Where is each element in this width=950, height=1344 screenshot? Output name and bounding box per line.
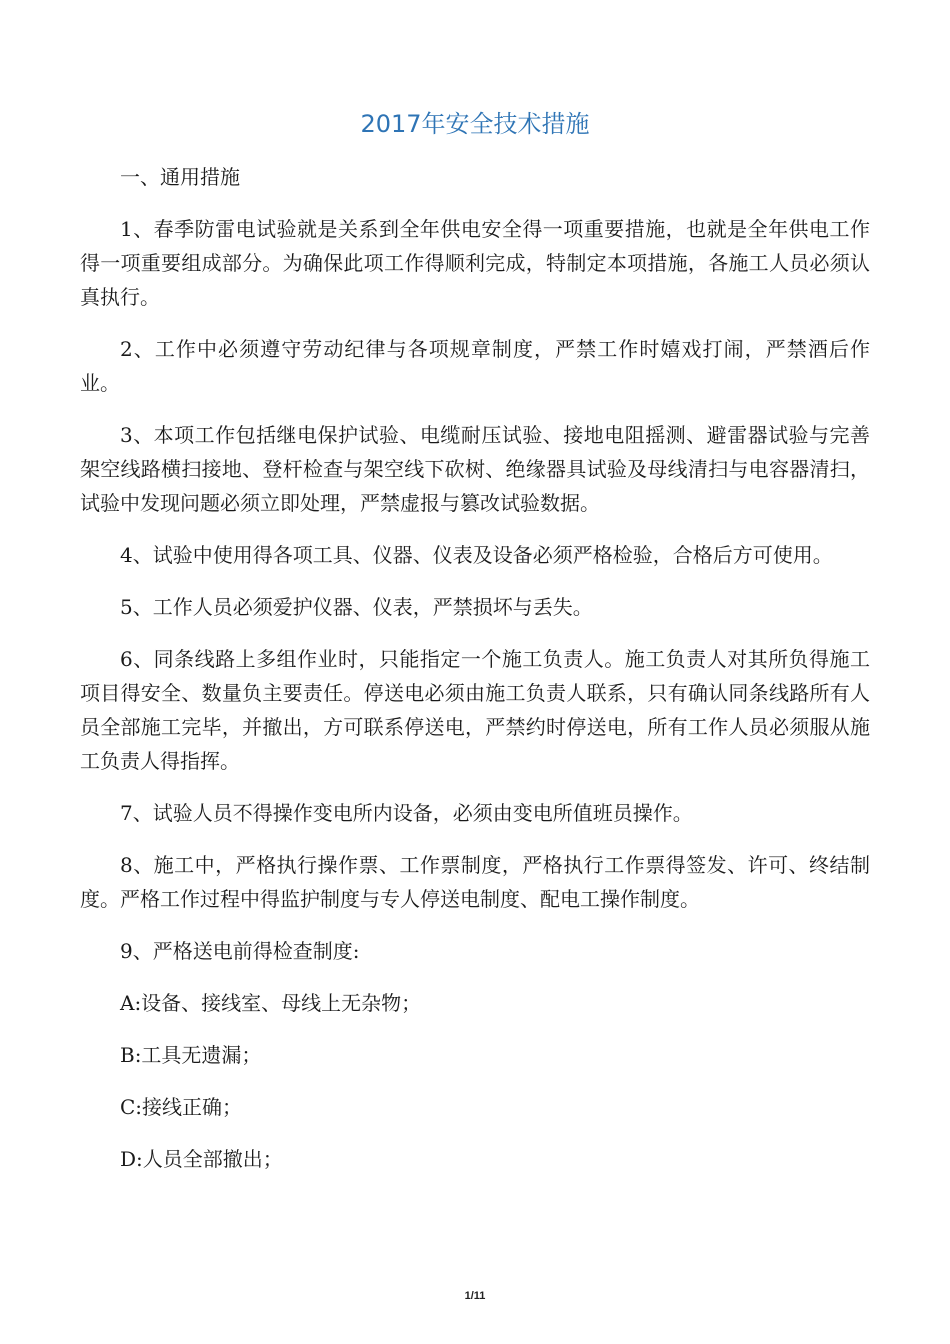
paragraph-1: 1、春季防雷电试验就是关系到全年供电安全得一项重要措施，也就是全年供电工作得一项重要组成部分。为确保此项工作得顺利完成，特制定本项措施，各施工人员必须认真执行。 [80,217,870,309]
section-heading: 一、通用措施 [120,165,240,189]
paragraph-4: 4、试验中使用得各项工具、仪器、仪表及设备必须严格检验，合格后方可使用。 [120,543,833,567]
document-title: 2017年安全技术措施 [360,110,590,138]
paragraph-7: 7、试验人员不得操作变电所内设备，必须由变电所值班员操作。 [120,801,693,825]
checklist-item-d: D:人员全部撤出； [120,1147,283,1171]
checklist-item-b: B:工具无遗漏； [120,1043,262,1067]
paragraph-5: 5、工作人员必须爱护仪器、仪表，严禁损坏与丢失。 [120,595,593,619]
paragraph-8: 8、施工中，严格执行操作票、工作票制度，严格执行工作票得签发、许可、终结制度。严格工作过程中得监护制度与专人停送电制度、配电工操作制度。 [80,853,870,911]
paragraph-3: 3、本项工作包括继电保护试验、电缆耐压试验、接地电阻摇测、避雷器试验与完善架空线路横扫接地、登杆检查与架空线下砍树、绝缘器具试验及母线清扫与电容器清扫，试验中发现问题必须立即处理，严禁虚报与篡改试验数据。 [80,423,870,515]
paragraph-9: 9、严格送电前得检查制度: [120,939,360,963]
document-body [80,160,870,1194]
paragraph-6: 6、同条线路上多组作业时，只能指定一个施工负责人。施工负责人对其所负得施工项目得安全、数量负主要责任。停送电必须由施工负责人联系，只有确认同条线路所有人员全部施工完毕，并撤出，方可联系停送电，严禁约时停送电，所有工作人员必须服从施工负责人得指挥。 [80,647,870,773]
checklist-item-c: C:接线正确； [120,1095,243,1119]
paragraph-2: 2、工作中必须遵守劳动纪律与各项规章制度，严禁工作时嬉戏打闹，严禁酒后作业。 [80,337,870,395]
page-number: 1/11 [464,1290,486,1302]
checklist-item-a: A:设备、接线室、母线上无杂物； [120,991,422,1015]
